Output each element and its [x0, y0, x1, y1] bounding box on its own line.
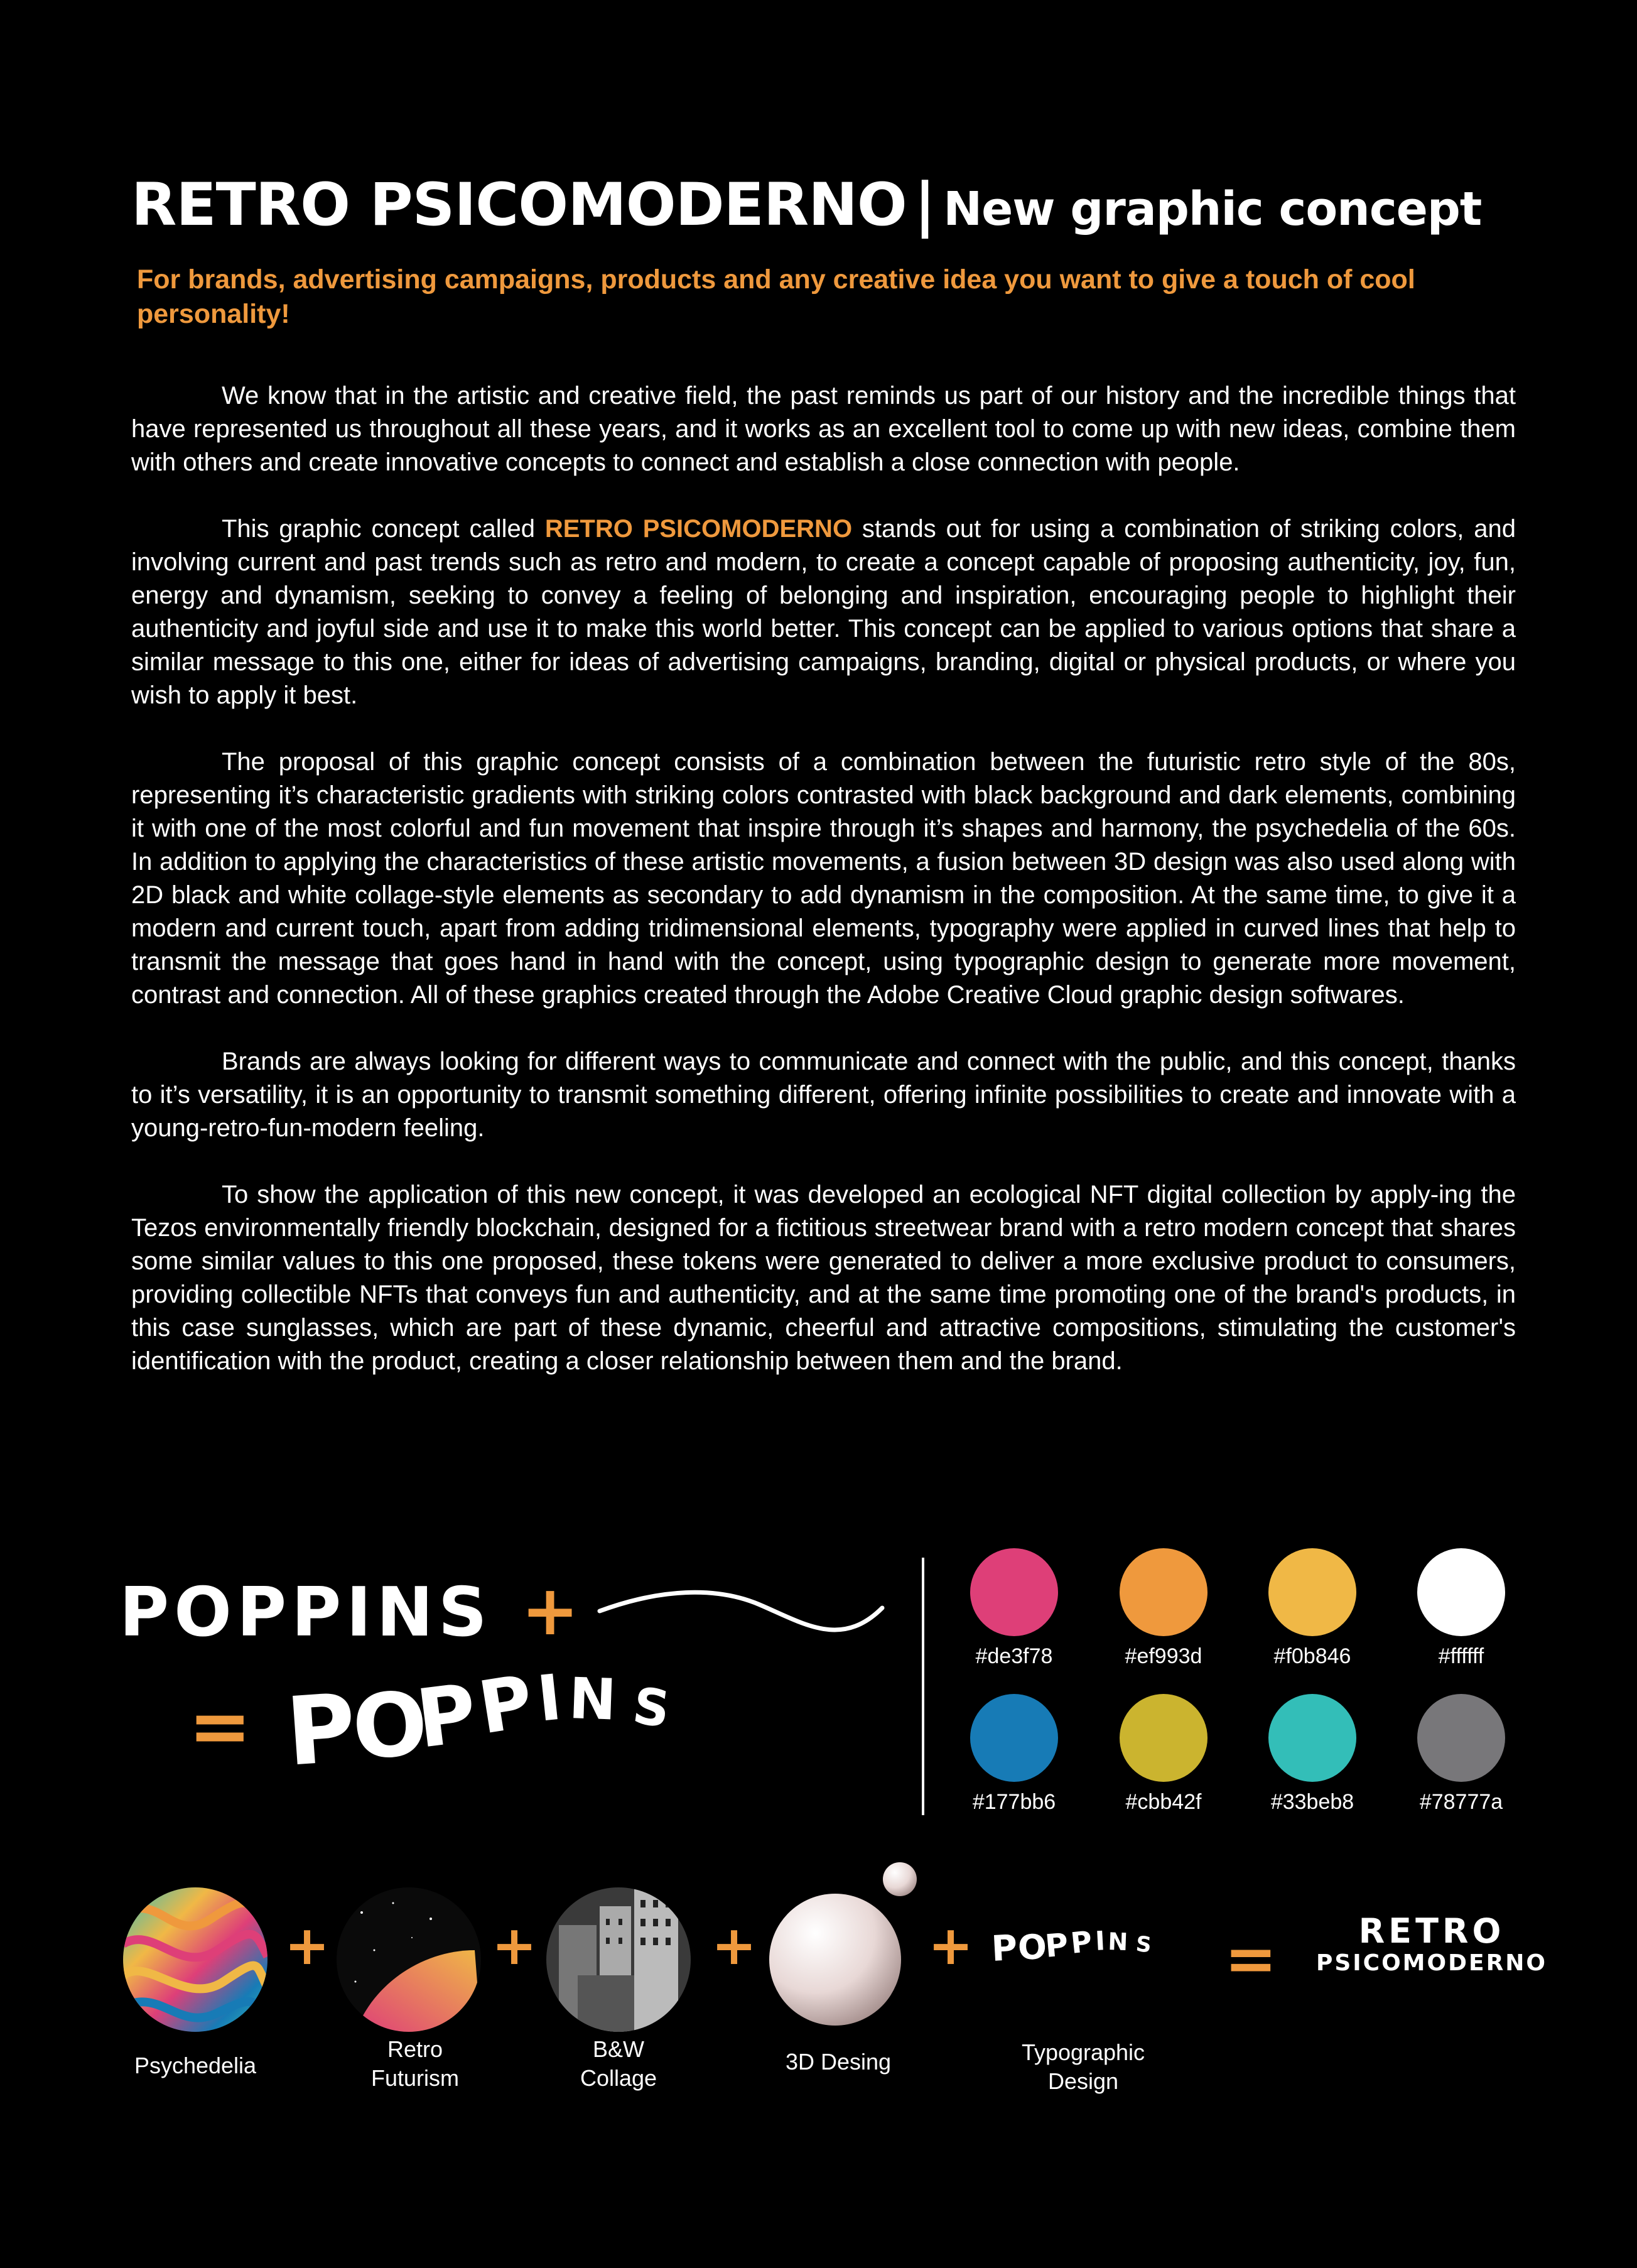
label-bw-collage [540, 2035, 697, 2093]
poppins-word: POPPINS [119, 1573, 492, 1652]
color-swatch [1120, 1548, 1207, 1636]
paragraph-5: To show the application of this new concept, it was developed an ecological NFT digital collection by apply-ing the Tezos environmentally friendly blockchain, designed for a fictitious streetwear brand with a retro modern concept that shares some similar values to this one proposed, these tokens were generated to deliver a more exclusive product to consumers, providing collectible NFTs that conveys fun and authenticity, and at the same time promoting one of the brand's products, in this case sunglasses, which are part of these dynamic, cheerful and attractive compositions, stimulating the customer's identification with the product, creating a closer relationship between them and the brand. [131, 1181, 1516, 1375]
retro-futurism-image [337, 1887, 481, 2032]
bw-collage-image [546, 1887, 691, 2032]
psychedelia-image [123, 1887, 267, 2032]
small-curved-letter: P [1069, 1924, 1094, 1960]
palette-divider [922, 1558, 924, 1815]
label-retro-futurism [337, 2035, 494, 2093]
typography-plus: + [521, 1570, 580, 1651]
curved-letter: I [534, 1660, 565, 1736]
curved-letter: P [473, 1659, 539, 1751]
small-curved-letter: N [1107, 1928, 1129, 1956]
color-swatch [1268, 1548, 1356, 1636]
color-swatch [1120, 1694, 1207, 1782]
label-3d-design: 3D Desing [785, 2049, 892, 2075]
label-retro-line-1: Retro [387, 2036, 443, 2062]
color-swatch [1417, 1694, 1505, 1782]
label-retro-line-2: Futurism [370, 2065, 459, 2091]
typography-equals: = [188, 1683, 252, 1771]
color-swatch-label: #ef993d [1125, 1644, 1202, 1668]
color-swatch-label: #f0b846 [1273, 1644, 1351, 1668]
body-text [131, 379, 1516, 1411]
color-swatch [970, 1694, 1058, 1782]
retro-psicomoderno-logo [1306, 1913, 1557, 1977]
curved-letter: N [568, 1666, 618, 1734]
small-curved-letter: I [1094, 1925, 1106, 1956]
label-typo-line-2: Design [1047, 2068, 1119, 2094]
title-separator: | [914, 171, 936, 239]
plus-3: + [711, 1914, 757, 1977]
small-curved-letter: P [1043, 1926, 1070, 1965]
equals-result: = [1224, 1922, 1277, 1995]
plus-4: + [928, 1914, 974, 1977]
plus-2: + [492, 1914, 538, 1977]
color-swatch-label: #33beb8 [1270, 1790, 1354, 1814]
curved-letter: P [411, 1666, 482, 1767]
color-swatch [1417, 1548, 1505, 1636]
small-curved-letter: S [1135, 1931, 1153, 1958]
paragraph-1: We know that in the artistic and creative field, the past reminds us part of our history and the incredible things that have represented us throughout all these years, and it works as an excellent tool to come up with new ideas, combine them with others and create innovative concepts to connect and establish a close connection with people. [131, 382, 1516, 476]
small-curved-letter: P [990, 1927, 1018, 1970]
curved-letter: O [349, 1673, 431, 1780]
title-main: RETRO PSICOMODERNO [131, 171, 907, 239]
color-swatch [1268, 1694, 1356, 1782]
paragraph-3: The proposal of this graphic concept consists of a combination between the futuristic retro style of the 80s, representing it’s characteristic gradients with striking colors contrasted with black background and dark elements, combining it with one of the most colorful and fun movement that inspire through it’s shapes and harmony, the psychedelia of the 60s. In addition to applying the characteristics of these artistic movements, a fusion between 3D design was also used along with 2D black and white collage-style elements as secondary to add dynamism in the composition. At the same time, to give it a modern and current touch, apart from adding tridimensional elements, typography were applied in curved lines that help to transmit the message that goes hand in hand with the concept, using typographic design to generate more movement, contrast and connection. All of these graphics created through the Adobe Creative Cloud graphic design softwares. [131, 748, 1516, 1009]
page-title [131, 171, 1481, 239]
color-swatch-label: #cbb42f [1125, 1790, 1202, 1814]
color-swatch-label: #78777a [1419, 1790, 1503, 1814]
color-swatch-label: #177bb6 [972, 1790, 1056, 1814]
plus-1: + [284, 1914, 330, 1977]
3d-spheres-image [763, 1859, 926, 2029]
poppins-small-word [986, 1916, 1193, 1972]
label-bw-line-1: B&W [592, 2036, 644, 2062]
paragraph-2-highlight: RETRO PSICOMODERNO [544, 515, 853, 543]
small-curved-letter: O [1017, 1926, 1048, 1968]
paragraph-2-end: stands out for using a combination of striking colors, and involving current and past trends such as retro and modern, to create a concept capable of proposing authenticity, joy, fun, energy and dynamism, seeking to convey a feeling of belonging and inspiration, encouraging people to highlight their authenticity and joyful side and use it to make this world better. This concept can be applied to various options that share a similar message to this one, either for ideas of advertising campaigns, branding, digital or physical products, or where you wish to apply it best. [131, 515, 1516, 709]
color-swatch-label: #de3f78 [975, 1644, 1053, 1668]
color-swatch-label: #ffffff [1438, 1644, 1484, 1668]
label-typographic-design [989, 2038, 1177, 2096]
label-psychedelia: Psychedelia [134, 2053, 257, 2078]
label-bw-line-2: Collage [580, 2065, 657, 2091]
color-swatch [970, 1548, 1058, 1636]
title-sub: New graphic concept [943, 182, 1482, 236]
poppins-curved-word [276, 1639, 728, 1790]
paragraph-2-start: This graphic concept called [222, 515, 545, 543]
paragraph-2 [131, 513, 1516, 712]
subtitle: For brands, advertising campaigns, products and any creative idea you want to give a touch of cool personality! [137, 264, 1415, 329]
logo-line-1: RETRO [1358, 1911, 1505, 1951]
wave-line-icon [597, 1576, 885, 1646]
curved-letter: S [629, 1676, 674, 1739]
label-typo-line-1: Typographic [1021, 2039, 1145, 2065]
curved-letter: P [283, 1673, 360, 1788]
paragraph-4: Brands are always looking for different ways to communicate and connect with the public, and this concept, thanks to it’s versatility, it is an opportunity to transmit something different, offering infinite possibilities to create and innovate with a young-retro-fun-modern feeling. [131, 1048, 1516, 1142]
logo-line-2: PSICOMODERNO [1316, 1950, 1548, 1976]
